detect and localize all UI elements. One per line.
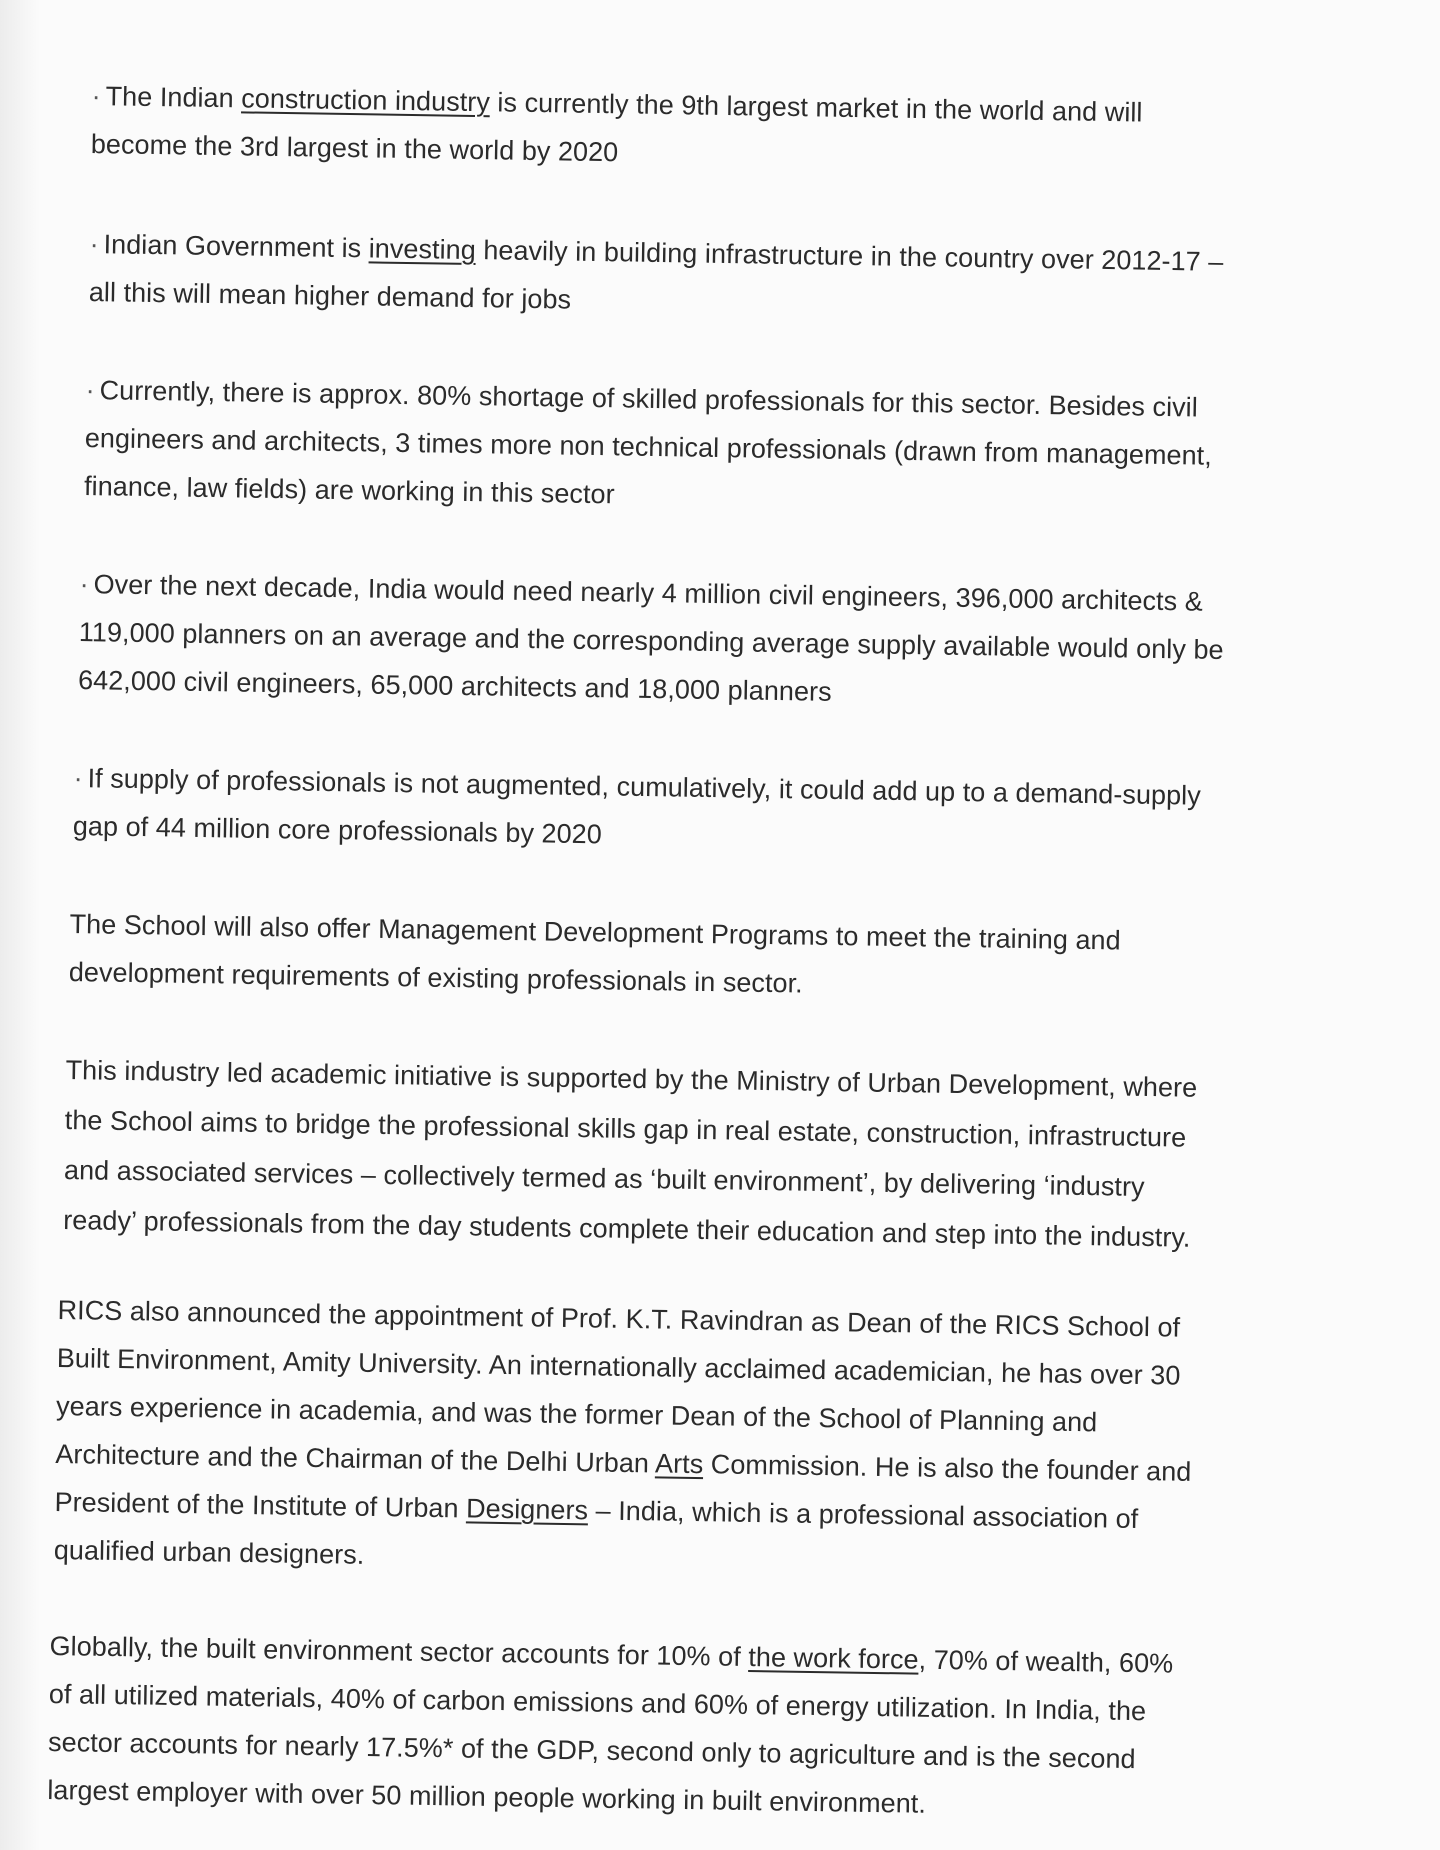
bullet-paragraph-government-investment <box>88 220 1389 336</box>
text-line: development requirements of existing professionals in sector. <box>68 956 803 999</box>
bullet-dot: · <box>89 228 99 260</box>
text-line: · Currently, there is approx. 80% shortage of skilled professionals for this sector. Besides civil <box>85 366 1386 434</box>
text-line: ready’ professionals from the day students complete their education and step into the industry. <box>63 1204 1191 1253</box>
text-line: Built Environment, Amity University. An internationally acclaimed academician, he has over 30 <box>56 1342 1181 1391</box>
bullet-paragraph-construction-market <box>90 72 1321 187</box>
underlined-term: Designers <box>465 1493 589 1526</box>
text-line: President of the Institute of Urban Designers – India, which is a professional association of <box>54 1486 1139 1534</box>
bullet-dot: · <box>85 374 95 406</box>
text-line: RICS also announced the appointment of Prof. K.T. Ravindran as Dean of the RICS School of <box>57 1294 1181 1343</box>
underlined-term: Arts <box>654 1448 704 1480</box>
bullet-dot: · <box>79 568 89 600</box>
text-line: become the 3rd largest in the world by 2020 <box>90 128 619 168</box>
text-line: Architecture and the Chairman of the Delhi Urban Arts Commission. He is also the founder and <box>55 1438 1192 1487</box>
text-line: Globally, the built environment sector accounts for 10% of the work force, 70% of wealth, 60% <box>49 1630 1174 1679</box>
paragraph-dean-appointment <box>53 1286 1357 1594</box>
text-line: qualified urban designers. <box>53 1534 365 1570</box>
text-line: the School aims to bridge the professional skills gap in real estate, construction, infrastructure <box>64 1104 1187 1153</box>
text-line: all this will mean higher demand for jobs <box>88 276 572 315</box>
text-line: 642,000 civil engineers, 65,000 architects and 18,000 planners <box>77 664 832 707</box>
bullet-dot: · <box>73 762 83 794</box>
text-line: This industry led academic initiative is supported by the Ministry of Urban Development, where <box>65 1054 1198 1103</box>
text-line: years experience in academia, and was the former Dean of the School of Planning and <box>55 1390 1098 1438</box>
underlined-term: investing <box>368 233 477 266</box>
paragraph-management-programs <box>68 900 1369 1016</box>
text-line: The School will also offer Management Development Programs to meet the training and <box>69 908 1121 956</box>
text-line: · The Indian construction industry is currently the 9th largest market in the world and will <box>91 72 1322 139</box>
bullet-dot: · <box>91 80 101 112</box>
text-line: · If supply of professionals is not augmented, cumulatively, it could add up to a demand-supply <box>73 754 1374 822</box>
underlined-term: construction industry <box>241 83 491 118</box>
bullet-paragraph-demand-supply <box>78 560 1400 725</box>
underlined-term: the work force <box>748 1641 919 1675</box>
bullet-paragraph-supply-gap <box>72 754 1373 870</box>
text-line: gap of 44 million core professionals by 2020 <box>72 810 603 850</box>
text-line: and associated services – collectively termed as ‘built environment’, by delivering ‘industry <box>63 1154 1145 1202</box>
text-line: · Indian Government is investing heavily in building infrastructure in the country over 2012-17 – <box>89 220 1390 288</box>
text-line: engineers and architects, 3 times more non technical professionals (drawn from management, <box>84 422 1213 471</box>
text-line: · Over the next decade, India would need nearly 4 million civil engineers, 396,000 architects & <box>79 560 1400 629</box>
text-line: 119,000 planners on an average and the corresponding average supply available would only be <box>78 616 1224 665</box>
paragraph-global-statistics <box>47 1622 1350 1834</box>
text-line: sector accounts for nearly 17.5%* of the GDP, second only to agriculture and is the second <box>47 1726 1136 1775</box>
text-line: finance, law fields) are working in this sector <box>83 470 615 510</box>
text-line: largest employer with over 50 million people working in built environment. <box>47 1774 927 1819</box>
scan-edge-shadow <box>0 0 40 1850</box>
paragraph-academic-initiative <box>63 1045 1366 1265</box>
bullet-paragraph-skills-shortage <box>84 366 1386 530</box>
text-line: of all utilized materials, 40% of carbon emissions and 60% of energy utilization. In India, the <box>48 1678 1147 1727</box>
